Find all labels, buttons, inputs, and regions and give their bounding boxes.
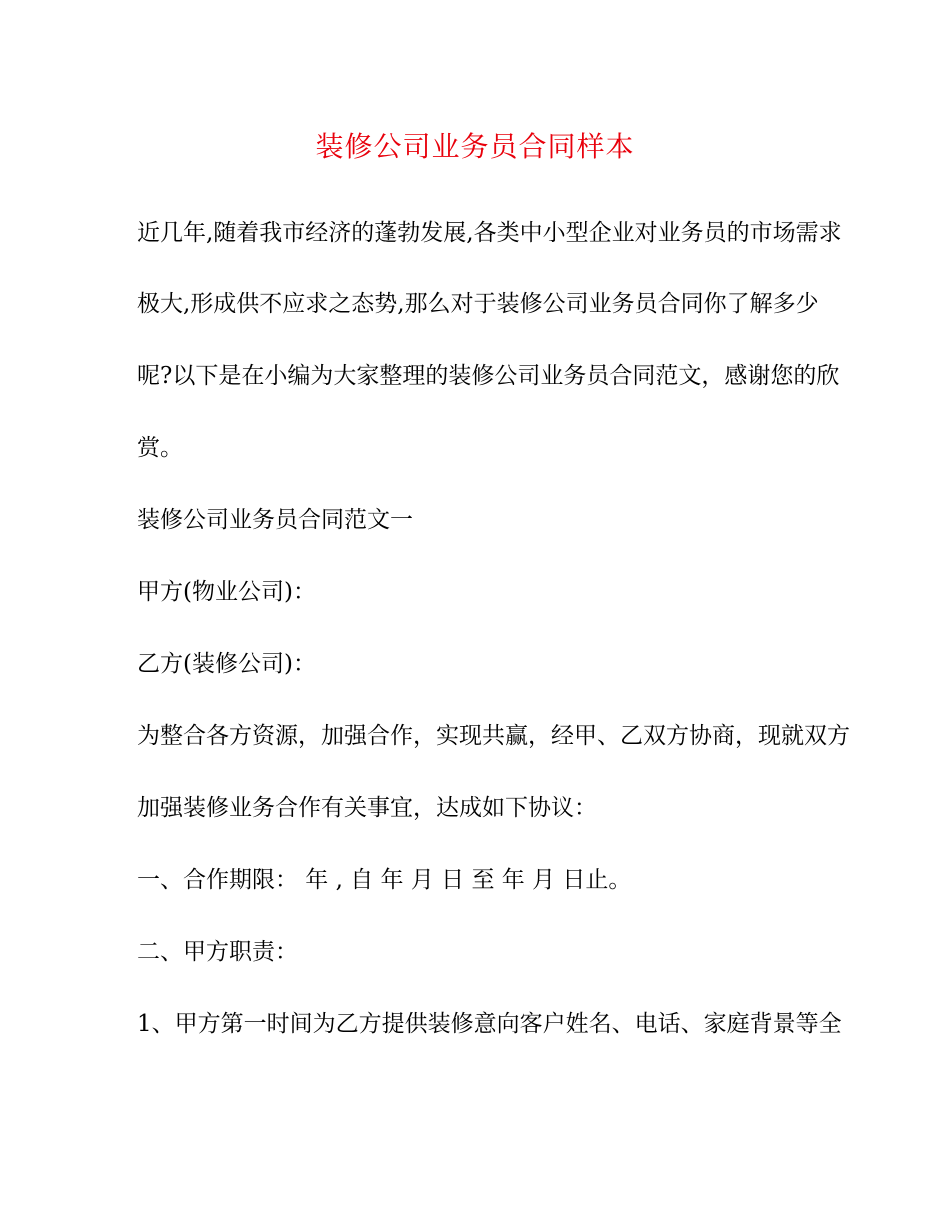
body-line-8: 为整合各方资源，加强合作，实现共赢，经甲、乙双方协商，现就双方	[137, 723, 850, 749]
section-heading: 装修公司业务员合同范文一	[137, 507, 413, 533]
clause-1-term: 一、合作期限： 年 , 自 年 月 日 至 年 月 日止。	[137, 867, 632, 893]
clause-2-item-1: 1、甲方第一时间为乙方提供装修意向客户姓名、电话、家庭背景等全	[137, 1011, 842, 1037]
body-line-9: 加强装修业务合作有关事宜，达成如下协议：	[137, 795, 597, 821]
clause-2-heading: 二、甲方职责：	[137, 939, 298, 965]
party-b-line: 乙方(装修公司)：	[137, 651, 316, 677]
body-line-2: 极大,形成供不应求之态势,那么对于装修公司业务员合同你了解多少	[137, 291, 819, 317]
document-title: 装修公司业务员合同样本	[315, 130, 635, 163]
body-line-4: 赏。	[137, 435, 183, 461]
party-a-line: 甲方(物业公司)：	[137, 579, 316, 605]
body-line-1: 近几年,随着我市经济的蓬勃发展,各类中小型企业对业务员的市场需求	[137, 220, 842, 246]
body-line-3: 呢?以下是在小编为大家整理的装修公司业务员合同范文，感谢您的欣	[137, 363, 840, 389]
